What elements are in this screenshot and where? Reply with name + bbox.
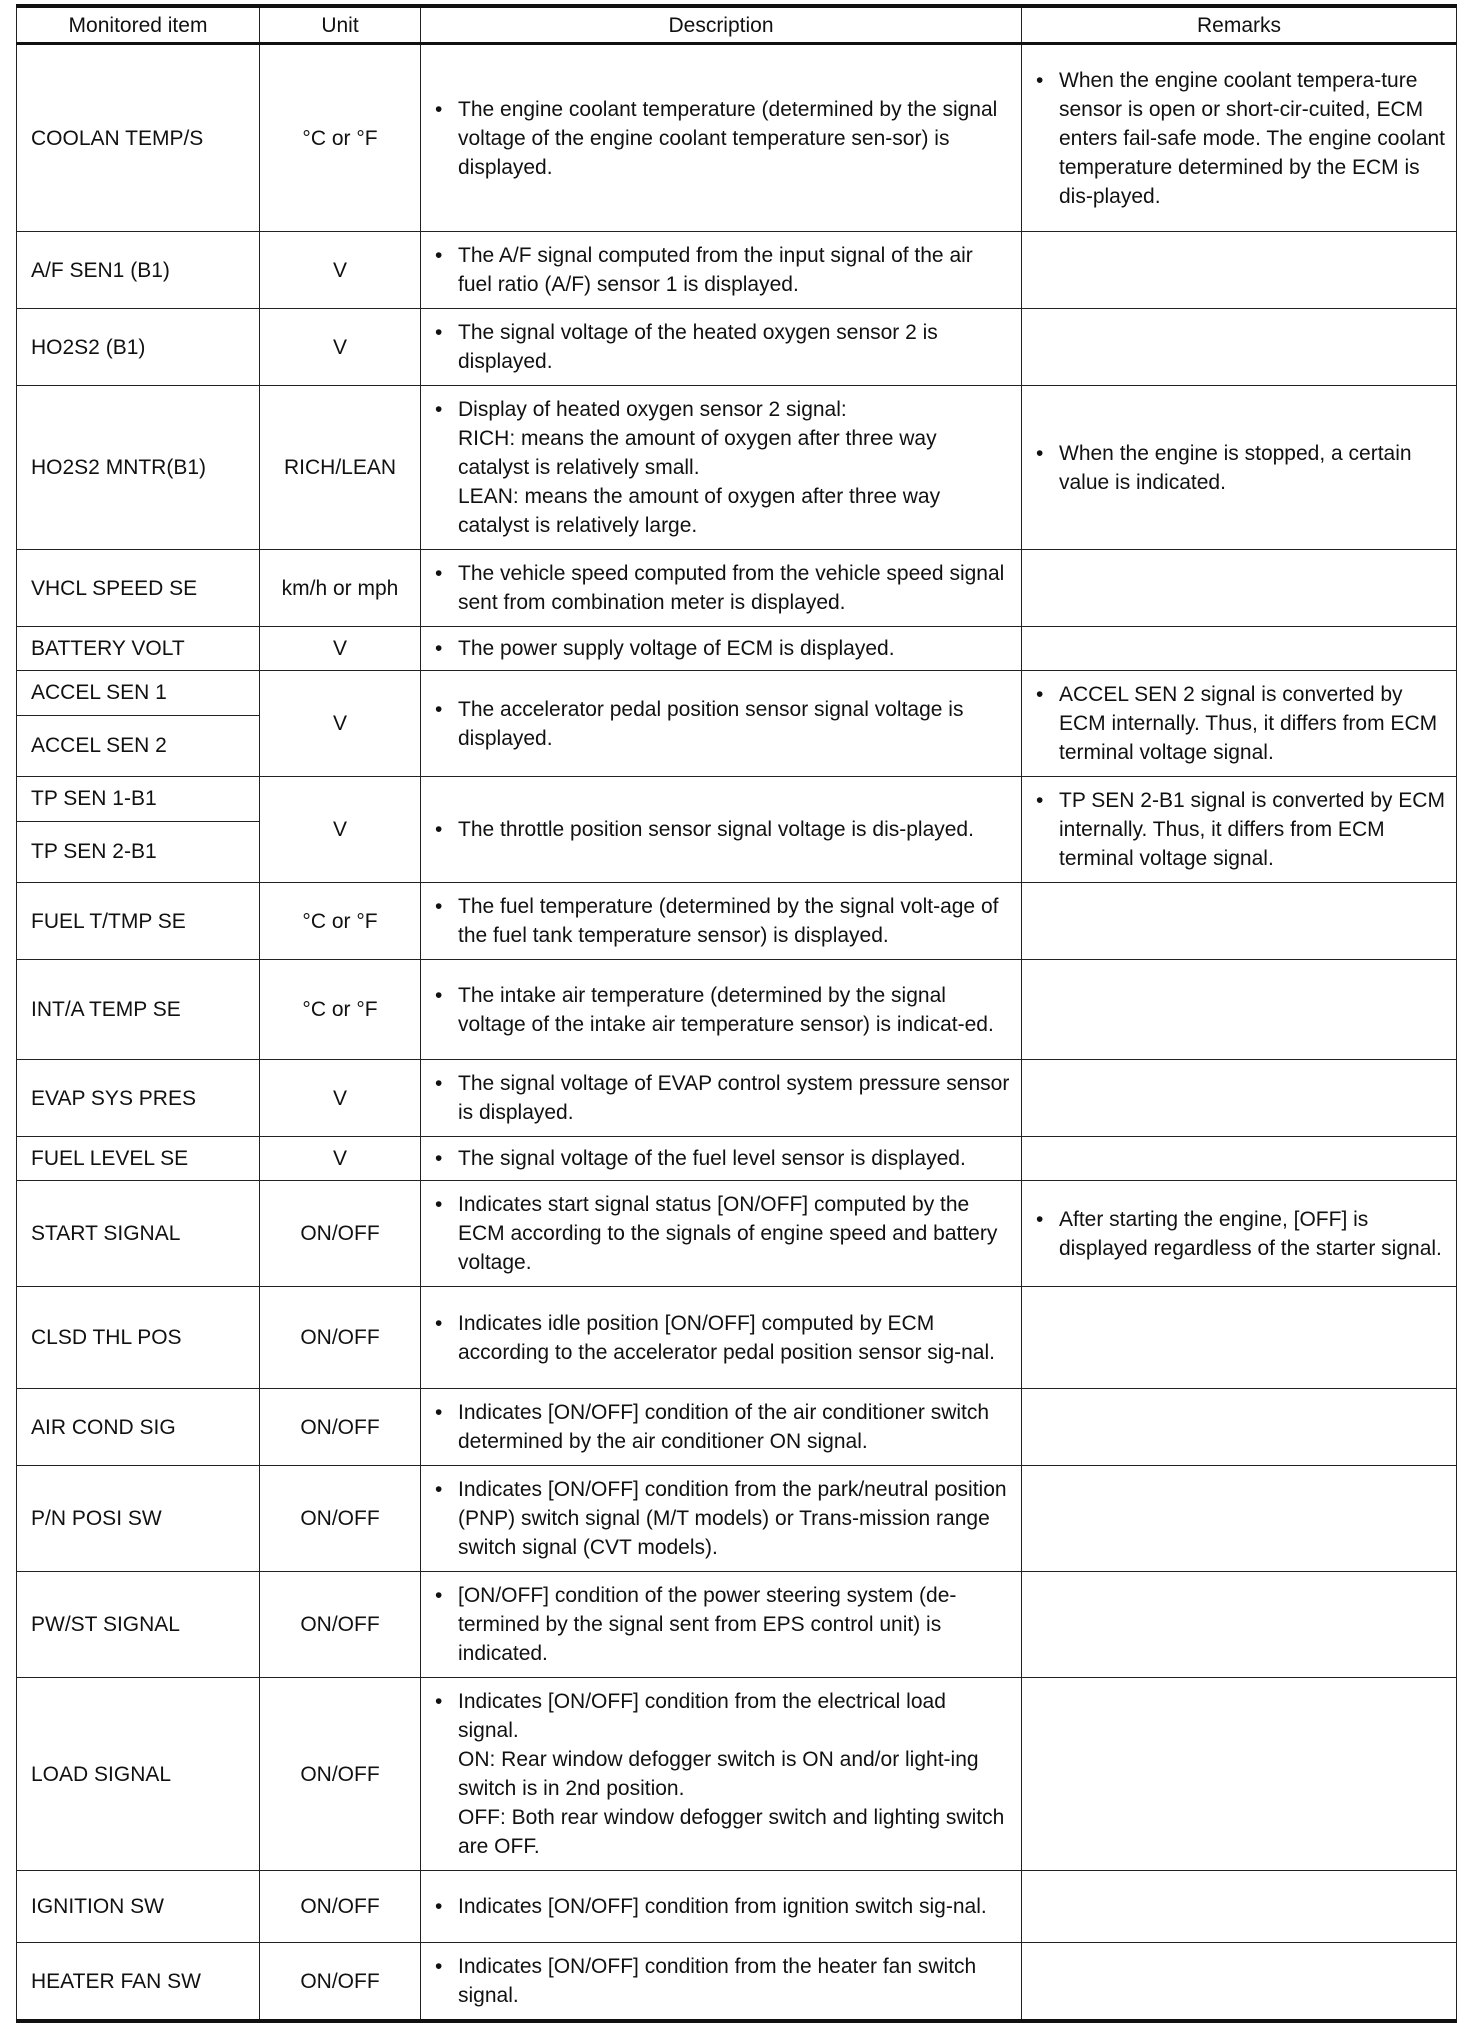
bullet-item	[435, 892, 1011, 950]
bullet-item	[1036, 1205, 1446, 1263]
item-cell: AIR COND SIG	[17, 1389, 260, 1466]
item-cell: P/N POSI SW	[17, 1466, 260, 1572]
bullet-icon: •	[435, 983, 443, 1007]
item-cell: INT/A TEMP SE	[17, 960, 260, 1060]
remarks-cell	[1022, 44, 1457, 232]
table-header	[17, 6, 1457, 44]
data-monitor-table	[16, 4, 1457, 2023]
remarks-cell	[1022, 232, 1457, 309]
bullet-item	[435, 1475, 1011, 1562]
remarks-cell	[1022, 1572, 1457, 1678]
bullet-icon: •	[435, 1895, 443, 1918]
description-text: Indicates [ON/OFF] condition from the park/neutral position (PNP) switch signal (M/T models) or Trans-mission range switch signal (CVT models).	[458, 1478, 1007, 1559]
remarks-cell	[1022, 671, 1457, 777]
description-cell	[421, 1572, 1022, 1678]
unit-cell: ON/OFF	[260, 1572, 421, 1678]
header-description: Description	[421, 6, 1022, 44]
bullet-item	[435, 1190, 1011, 1277]
bullet-icon: •	[435, 321, 443, 344]
remarks-cell	[1022, 883, 1457, 960]
item-cell: FUEL T/TMP SE	[17, 883, 260, 960]
description-line: LEAN: means the amount of oxygen after three way catalyst is relatively large.	[458, 485, 941, 537]
bullet-item	[1036, 680, 1446, 767]
bullet-icon: •	[1036, 683, 1044, 706]
unit-cell: ON/OFF	[260, 1678, 421, 1871]
table-body	[17, 44, 1457, 2022]
item-cell: EVAP SYS PRES	[17, 1060, 260, 1137]
description-line: RICH: means the amount of oxygen after three way catalyst is relatively small.	[458, 427, 937, 479]
remarks-text: When the engine is stopped, a certain value is indicated.	[1059, 441, 1412, 494]
description-text: Indicates [ON/OFF] condition from ignition switch sig-nal.	[458, 1895, 987, 1918]
bullet-icon: •	[435, 637, 443, 660]
bullet-item	[435, 1069, 1011, 1127]
description-text: The signal voltage of the heated oxygen sensor 2 is displayed.	[458, 321, 938, 373]
bullet-icon: •	[435, 562, 443, 585]
description-text: The power supply voltage of ECM is displayed.	[458, 637, 895, 660]
bullet-icon: •	[435, 1955, 443, 1978]
unit-cell: ON/OFF	[260, 1389, 421, 1466]
bullet-icon: •	[1036, 1207, 1044, 1231]
description-text	[458, 1687, 1011, 1861]
item-cell: HEATER FAN SW	[17, 1943, 260, 2022]
description-text: The signal voltage of EVAP control system pressure sensor is displayed.	[458, 1072, 1010, 1124]
bullet-icon: •	[435, 1690, 443, 1713]
remarks-cell	[1022, 386, 1457, 550]
description-text: [ON/OFF] condition of the power steering system (de-termined by the signal sent from EPS control unit) is indicated.	[458, 1584, 957, 1665]
description-cell	[421, 1060, 1022, 1137]
description-cell	[421, 777, 1022, 883]
remarks-cell	[1022, 1287, 1457, 1389]
description-text: The engine coolant temperature (determined by the signal voltage of the engine coolant temperature sen-sor) is displayed.	[458, 97, 998, 179]
description-cell	[421, 960, 1022, 1060]
row-start-signal	[17, 1181, 1457, 1287]
row-accel-sen-1	[17, 671, 1457, 716]
bullet-icon: •	[435, 1193, 443, 1216]
description-cell	[421, 232, 1022, 309]
description-cell	[421, 386, 1022, 550]
bullet-item	[1036, 786, 1446, 873]
header-remarks: Remarks	[1022, 6, 1457, 44]
description-text: The accelerator pedal position sensor signal voltage is displayed.	[458, 697, 964, 750]
item-cell: ACCEL SEN 1	[17, 671, 260, 716]
remarks-cell	[1022, 1678, 1457, 1871]
item-cell: FUEL LEVEL SE	[17, 1137, 260, 1181]
description-text: The vehicle speed computed from the vehicle speed signal sent from combination meter is displayed.	[458, 562, 1005, 614]
description-text: The A/F signal computed from the input signal of the air fuel ratio (A/F) sensor 1 is displayed.	[458, 244, 973, 296]
bullet-icon: •	[435, 398, 443, 421]
description-cell	[421, 309, 1022, 386]
remarks-text: When the engine coolant tempera-ture sensor is open or short-cir-cuited, ECM enters fail-safe mode. The engine coolant temperature determined by the ECM is dis-played.	[1059, 68, 1446, 208]
bullet-item	[435, 1687, 1011, 1861]
bullet-icon: •	[435, 895, 443, 918]
bullet-item	[435, 1309, 1011, 1367]
item-cell: PW/ST SIGNAL	[17, 1572, 260, 1678]
description-text	[458, 395, 1011, 540]
description-cell	[421, 627, 1022, 671]
row-ignition-sw	[17, 1871, 1457, 1943]
item-cell: TP SEN 2-B1	[17, 821, 260, 882]
unit-cell: ON/OFF	[260, 1871, 421, 1943]
description-cell	[421, 1466, 1022, 1572]
item-cell: A/F SEN1 (B1)	[17, 232, 260, 309]
item-cell: TP SEN 1-B1	[17, 777, 260, 822]
bullet-icon: •	[1036, 789, 1044, 812]
unit-cell: V	[260, 627, 421, 671]
description-cell	[421, 1137, 1022, 1181]
description-cell	[421, 1181, 1022, 1287]
remarks-cell	[1022, 309, 1457, 386]
unit-cell: ON/OFF	[260, 1943, 421, 2022]
description-text: Indicates [ON/OFF] condition from the heater fan switch signal.	[458, 1955, 977, 2007]
bullet-item	[435, 1144, 1011, 1173]
bullet-item	[435, 1892, 1011, 1921]
row-vhcl-speed	[17, 550, 1457, 627]
item-cell: IGNITION SW	[17, 1871, 260, 1943]
bullet-item	[1036, 66, 1446, 211]
description-cell	[421, 1287, 1022, 1389]
row-clsd-thl-pos	[17, 1287, 1457, 1389]
item-cell: BATTERY VOLT	[17, 627, 260, 671]
bullet-item	[435, 1952, 1011, 2010]
remarks-cell	[1022, 1060, 1457, 1137]
remarks-cell	[1022, 1943, 1457, 2022]
description-text: The intake air temperature (determined by the signal voltage of the intake air temperature sensor) is indicat-ed.	[458, 983, 994, 1036]
item-cell: COOLAN TEMP/S	[17, 44, 260, 232]
unit-cell: V	[260, 671, 421, 777]
remarks-cell	[1022, 960, 1457, 1060]
row-air-cond-sig	[17, 1389, 1457, 1466]
bullet-icon: •	[435, 697, 443, 721]
description-text: Indicates idle position [ON/OFF] computed by ECM according to the accelerator pedal position sensor sig-nal.	[458, 1311, 995, 1364]
row-ho2s2-mntr	[17, 386, 1457, 550]
bullet-item	[435, 559, 1011, 617]
bullet-icon: •	[435, 97, 443, 121]
bullet-icon: •	[435, 1147, 443, 1170]
unit-cell: V	[260, 1060, 421, 1137]
item-cell: HO2S2 (B1)	[17, 309, 260, 386]
bullet-item	[435, 695, 1011, 753]
bullet-icon: •	[435, 1401, 443, 1424]
row-tp-sen-1	[17, 777, 1457, 822]
item-cell: VHCL SPEED SE	[17, 550, 260, 627]
bullet-icon: •	[435, 1584, 443, 1607]
item-cell: HO2S2 MNTR(B1)	[17, 386, 260, 550]
row-intake-air-temp	[17, 960, 1457, 1060]
row-coolan-temp	[17, 44, 1457, 232]
header-monitored-item: Monitored item	[17, 6, 260, 44]
description-line: Display of heated oxygen sensor 2 signal:	[458, 398, 847, 421]
row-pw-st-signal	[17, 1572, 1457, 1678]
remarks-text: ACCEL SEN 2 signal is converted by ECM internally. Thus, it differs from ECM terminal voltage signal.	[1059, 683, 1438, 764]
description-cell	[421, 1943, 1022, 2022]
description-line: ON: Rear window defogger switch is ON and/or light-ing switch is in 2nd position.	[458, 1748, 979, 1800]
unit-cell: V	[260, 777, 421, 883]
description-text: Indicates [ON/OFF] condition of the air conditioner switch determined by the air conditioner ON signal.	[458, 1401, 990, 1453]
unit-cell: V	[260, 309, 421, 386]
unit-cell: km/h or mph	[260, 550, 421, 627]
description-cell	[421, 44, 1022, 232]
bullet-item	[435, 395, 1011, 540]
bullet-icon: •	[435, 1311, 443, 1335]
row-evap-sys-pres	[17, 1060, 1457, 1137]
bullet-item	[435, 981, 1011, 1039]
description-text: The fuel temperature (determined by the signal volt-age of the fuel tank temperature sensor) is displayed.	[458, 895, 999, 947]
row-ho2s2	[17, 309, 1457, 386]
bullet-icon: •	[435, 244, 443, 267]
description-cell	[421, 550, 1022, 627]
header-row	[17, 6, 1457, 44]
unit-cell: °C or °F	[260, 960, 421, 1060]
remarks-text: TP SEN 2-B1 signal is converted by ECM internally. Thus, it differs from ECM terminal voltage signal.	[1059, 789, 1445, 870]
description-text: The throttle position sensor signal voltage is dis-played.	[458, 818, 974, 841]
header-unit: Unit	[260, 6, 421, 44]
remarks-cell	[1022, 777, 1457, 883]
description-line: Indicates [ON/OFF] condition from the electrical load signal.	[458, 1690, 946, 1742]
row-load-signal	[17, 1678, 1457, 1871]
remarks-cell	[1022, 1871, 1457, 1943]
item-cell: ACCEL SEN 2	[17, 715, 260, 776]
row-battery-volt	[17, 627, 1457, 671]
bullet-item	[435, 634, 1011, 663]
description-cell	[421, 1871, 1022, 1943]
bullet-item	[435, 1581, 1011, 1668]
data-monitor-table-container	[16, 4, 1456, 2023]
bullet-item	[435, 241, 1011, 299]
remarks-cell	[1022, 627, 1457, 671]
bullet-item	[435, 1398, 1011, 1456]
row-pn-posi-sw	[17, 1466, 1457, 1572]
remarks-cell	[1022, 550, 1457, 627]
unit-cell: V	[260, 1137, 421, 1181]
bullet-item	[435, 815, 1011, 844]
remarks-text: After starting the engine, [OFF] is displayed regardless of the starter signal.	[1059, 1207, 1442, 1260]
item-cell: START SIGNAL	[17, 1181, 260, 1287]
item-cell: LOAD SIGNAL	[17, 1678, 260, 1871]
bullet-item	[435, 318, 1011, 376]
row-heater-fan-sw	[17, 1943, 1457, 2022]
unit-cell: °C or °F	[260, 883, 421, 960]
bullet-icon: •	[435, 818, 443, 841]
description-text: Indicates start signal status [ON/OFF] computed by the ECM according to the signals of engine speed and battery voltage.	[458, 1193, 998, 1274]
description-cell	[421, 1389, 1022, 1466]
bullet-item	[435, 95, 1011, 182]
row-fuel-level	[17, 1137, 1457, 1181]
bullet-icon: •	[435, 1478, 443, 1501]
description-cell	[421, 671, 1022, 777]
description-cell	[421, 1678, 1022, 1871]
remarks-cell	[1022, 1137, 1457, 1181]
bullet-item	[1036, 439, 1446, 497]
bullet-icon: •	[1036, 68, 1044, 92]
unit-cell: ON/OFF	[260, 1287, 421, 1389]
unit-cell: ON/OFF	[260, 1181, 421, 1287]
unit-cell: RICH/LEAN	[260, 386, 421, 550]
bullet-icon: •	[1036, 441, 1044, 465]
unit-cell: ON/OFF	[260, 1466, 421, 1572]
remarks-cell	[1022, 1389, 1457, 1466]
remarks-cell	[1022, 1181, 1457, 1287]
description-cell	[421, 883, 1022, 960]
description-line: OFF: Both rear window defogger switch and lighting switch are OFF.	[458, 1806, 1005, 1858]
row-af-sen1	[17, 232, 1457, 309]
unit-cell: V	[260, 232, 421, 309]
item-cell: CLSD THL POS	[17, 1287, 260, 1389]
description-text: The signal voltage of the fuel level sensor is displayed.	[458, 1147, 966, 1170]
bullet-icon: •	[435, 1072, 443, 1095]
unit-cell: °C or °F	[260, 44, 421, 232]
remarks-cell	[1022, 1466, 1457, 1572]
row-fuel-tank-temp	[17, 883, 1457, 960]
